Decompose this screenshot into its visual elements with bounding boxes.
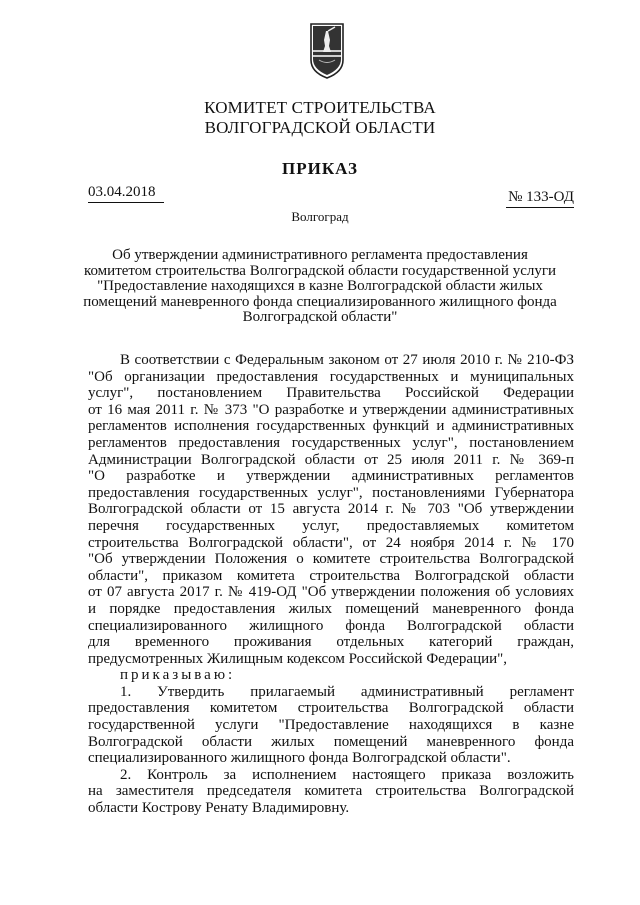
body-line: предоставления комитетом строительства Волгоградской области [88, 700, 574, 717]
body-line: 1. Утвердить прилагаемый административный регламент [120, 683, 574, 700]
body-line: регламентов предоставления государственных услуг", постановлением [88, 434, 574, 451]
body-line: "Об организации предоставления государственных и муниципальных [88, 368, 574, 385]
organization-name [0, 98, 640, 138]
org-line: ВОЛГОГРАДСКОЙ ОБЛАСТИ [204, 118, 436, 137]
number-underline [506, 207, 574, 208]
org-line: КОМИТЕТ СТРОИТЕЛЬСТВА [204, 98, 436, 117]
body-line: от 07 августа 2017 г. № 419-ОД "Об утверждении положения об условиях [88, 584, 574, 601]
date-underline [88, 202, 164, 203]
body-line: Волгоградской области от 15 августа 2014 г. № 703 "Об утверждении [88, 501, 574, 518]
order-number: № 133-ОД [508, 189, 574, 205]
body-line: Волгоградской области жилых помещений маневренного фонда [88, 733, 574, 750]
body-line: Администрации Волгоградской области от 25 июля 2011 г. № 369-п [88, 451, 574, 468]
document-title: ПРИКАЗ [282, 159, 358, 178]
body-line: "Об утверждении Положения о комитете строительства Волгоградской [88, 551, 574, 568]
body-line: для временного проживания отдельных категорий граждан, [88, 634, 574, 651]
body-line: предоставления государственных услуг", постановлениями Губернатора [88, 484, 574, 501]
body-line: В соответствии с Федеральным законом от 27 июля 2010 г. № 210-ФЗ [120, 352, 574, 368]
body-line: специализированного жилищного фонда Волгоградской области [88, 617, 574, 634]
body-line: регламентов исполнения государственных функций и административных [88, 418, 574, 435]
coat-of-arms-icon [309, 22, 345, 80]
subject-line: комитетом строительства Волгоградской области государственной услуги [83, 262, 557, 279]
order-date: 03.04.2018 [88, 184, 156, 200]
body-line: строительства Волгоградской области", от 24 ноября 2014 г. № 170 [88, 534, 574, 551]
body-line: услуг", постановлением Правительства Российской Федерации [88, 385, 574, 402]
order-body [88, 352, 574, 817]
body-line: "О разработке и утверждении административных регламентов [88, 468, 574, 485]
body-line: специализированного жилищного фонда Волгоградской области". [88, 750, 511, 767]
order-subject [60, 248, 580, 326]
body-line: области Кострову Ренату Владимировну. [88, 800, 350, 817]
subject-line: Об утверждении административного регламента предоставления [112, 247, 528, 263]
body-line: и порядке предоставления жилых помещений маневренного фонда [88, 600, 574, 617]
body-line-order-word: приказываю: [120, 667, 236, 684]
subject-line: "Предоставление находящихся в казне Волгоградской области жилых [97, 278, 543, 294]
body-line: государственной услуги "Предоставление находящихся в казне [88, 717, 574, 734]
city-name: Волгоград [291, 209, 349, 224]
subject-line: помещений маневренного фонда специализированного жилищного фонда [83, 293, 557, 310]
body-line: перечня государственных услуг, предоставляемых комитетом [88, 517, 574, 534]
body-line: 2. Контроль за исполнением настоящего приказа возложить [120, 766, 574, 783]
body-line: области", приказом комитета строительства Волгоградской области [88, 567, 574, 584]
subject-line: Волгоградской области" [242, 309, 398, 325]
body-line: от 16 мая 2011 г. № 373 "О разработке и утверждении административных [88, 401, 574, 418]
body-line: предусмотренных Жилищным кодексом Российской Федерации", [88, 650, 508, 667]
body-line: на заместителя председателя комитета строительства Волгоградской [88, 783, 574, 800]
